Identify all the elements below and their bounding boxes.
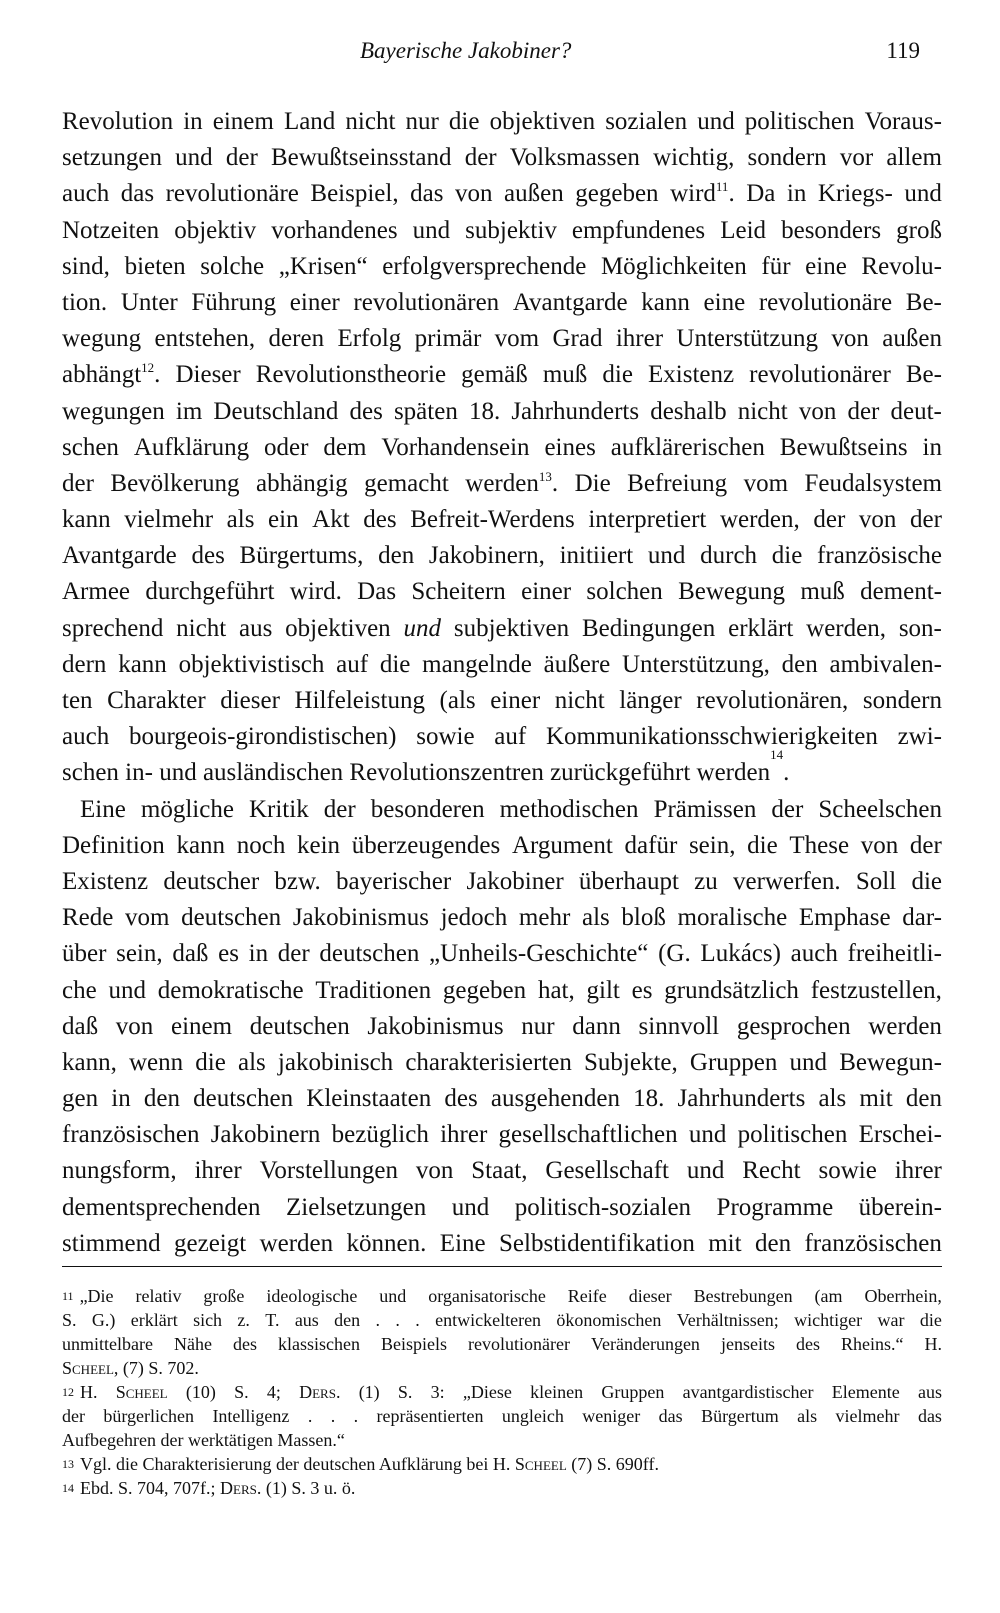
text-line: französischen Jakobinern bezüglich ihrer gesellschaftlichen und politischen Erschei- (62, 1121, 942, 1149)
page-header (0, 30, 1000, 70)
footnote-line: 13 Vgl. die Charakterisierung der deutschen Aufklärung bei H. Scheel (7) S. 690ff. (62, 1454, 659, 1474)
footnote-line: unmittelbare Nähe des klassischen Beispiels revolutionärer Veränderungen jenseits des Rheins.“ H. (62, 1334, 942, 1354)
footnote-11 (62, 1284, 942, 1380)
footnotes (62, 1284, 942, 1500)
text-line: dementsprechenden Zielsetzungen und politisch-sozialen Programme überein- (62, 1193, 942, 1221)
text-line: setzungen und der Bewußtseinsstand der Volksmassen wichtig, sondern vor allem (62, 144, 942, 172)
footnote-14 (62, 1476, 942, 1500)
text-line: daß von einem deutschen Jakobinismus nur dann sinnvoll gesprochen werden (62, 1012, 942, 1040)
text-line: nungsform, ihrer Vorstellungen von Staat, Gesellschaft und Recht sowie ihrer (62, 1157, 942, 1185)
footnote-number: 12 (62, 1385, 74, 1399)
text-line: abhängt$^{12}$. Dieser Revolutionstheorie gemäß muß die Existenz revolutionärer Be- (62, 360, 942, 389)
text-line: über sein, daß es in der deutschen „Unheils-Geschichte“ (G. Lukács) auch freiheitli- (62, 940, 942, 968)
text-line: sprechend nicht aus objektiven und subjektiven Bedingungen erklärt werden, son- (62, 614, 942, 642)
text-line: schen in- und ausländischen Revolutionszentren zurückgeführt werden 14 . (62, 747, 790, 787)
text-line: auch bourgeois-girondistischen) sowie auf Kommunikationsschwierigkeiten zwi- (62, 723, 942, 751)
footnote-number: 14 (62, 1481, 74, 1495)
footnote-line: der bürgerlichen Intelligenz . . . repräsentierten ungleich weniger das Bürgertum als vielmehr das (62, 1406, 942, 1426)
text-line: gen in den deutschen Kleinstaaten des ausgehenden 18. Jahrhunderts als mit den (62, 1085, 942, 1113)
text-line: sind, bieten solche „Krisen“ erfolgversprechende Möglichkeiten für eine Revolu- (62, 252, 942, 280)
footnote-number: 11 (62, 1289, 74, 1303)
text-line: wegung entstehen, deren Erfolg primär vom Grad ihrer Unterstützung von außen (62, 325, 942, 353)
text-line: auch das revolutionäre Beispiel, das von außen gegeben wird$^{11}$. Da in Kriegs- und (62, 179, 942, 208)
running-title: Bayerische Jakobiner? (360, 38, 572, 63)
text-line: Rede vom deutschen Jakobinismus jedoch mehr als bloß moralische Emphase dar- (62, 904, 942, 932)
footnote-line: Aufbegehren der werktätigen Massen.“ (62, 1430, 345, 1450)
footnote-line: 11 „Die relativ große ideologische und organisatorische Reife dieser Bestrebungen (am Oberrhein, (62, 1286, 942, 1306)
text-line: tion. Unter Führung einer revolutionären Avantgarde kann eine revolutionäre Be- (62, 288, 942, 316)
text-line: che und demokratische Traditionen gegeben hat, gilt es grundsätzlich festzustellen, (62, 976, 942, 1004)
text-line: Avantgarde des Bürgertums, den Jakobinern, initiiert und durch die französische (62, 542, 942, 570)
body-text (62, 104, 942, 1262)
text-line: Existenz deutscher bzw. bayerischer Jakobiner überhaupt zu verwerfen. Soll die (62, 867, 942, 895)
text-line: wegungen im Deutschland des späten 18. Jahrhunderts deshalb nicht von der deut- (62, 397, 942, 425)
text-line: ten Charakter dieser Hilfeleistung (als einer nicht länger revolutionären, sondern (62, 687, 942, 714)
footnote-line: Scheel, (7) S. 702. (62, 1358, 199, 1378)
text-line: Notzeiten objektiv vorhandenes und subjektiv empfundenes Leid besonders groß (62, 216, 942, 244)
text-line: stimmend gezeigt werden können. Eine Selbstidentifikation mit den französischen (62, 1229, 942, 1257)
text-line: Revolution in einem Land nicht nur die objektiven sozialen und politischen Voraus- (62, 108, 942, 135)
text-line: der Bevölkerung abhängig gemacht werden$^{13}$. Die Befreiung vom Feudalsystem (62, 468, 942, 497)
footnote-line: S. G.) erklärt sich z. T. aus den . . . entwickelteren ökonomischen Verhältnissen; wichtiger war die (62, 1310, 942, 1330)
text-line: kann, wenn die als jakobinisch charakterisierten Subjekte, Gruppen und Bewegun- (62, 1048, 942, 1076)
footnote-line: 12 H. Scheel (10) S. 4; Ders. (1) S. 3: „Diese kleinen Gruppen avantgardistischer Elemente aus (62, 1382, 942, 1402)
text-line: schen Aufklärung oder dem Vorhandensein eines aufklärerischen Bewußtseins in (62, 433, 942, 461)
footnote-line: 14 Ebd. S. 704, 707f.; Ders. (1) S. 3 u. ö. (62, 1478, 356, 1498)
text-line: dern kann objektivistisch auf die mangelnde äußere Unterstützung, den ambivalen- (62, 650, 942, 678)
text-line: Definition kann noch kein überzeugendes Argument dafür sein, die These von der (62, 831, 942, 859)
page-number: 119 (886, 38, 920, 63)
footnote-rule (62, 1266, 942, 1267)
footnote-12 (62, 1380, 942, 1452)
footnote-number: 13 (62, 1457, 74, 1471)
text-line: Eine mögliche Kritik der besonderen methodischen Prämissen der Scheelschen (80, 795, 942, 823)
text-line: Armee durchgeführt wird. Das Scheitern einer solchen Bewegung muß dement- (62, 578, 942, 606)
footnote-13 (62, 1452, 942, 1476)
text-line: kann vielmehr als ein Akt des Befreit-Werdens interpretiert werden, der von der (62, 506, 942, 534)
